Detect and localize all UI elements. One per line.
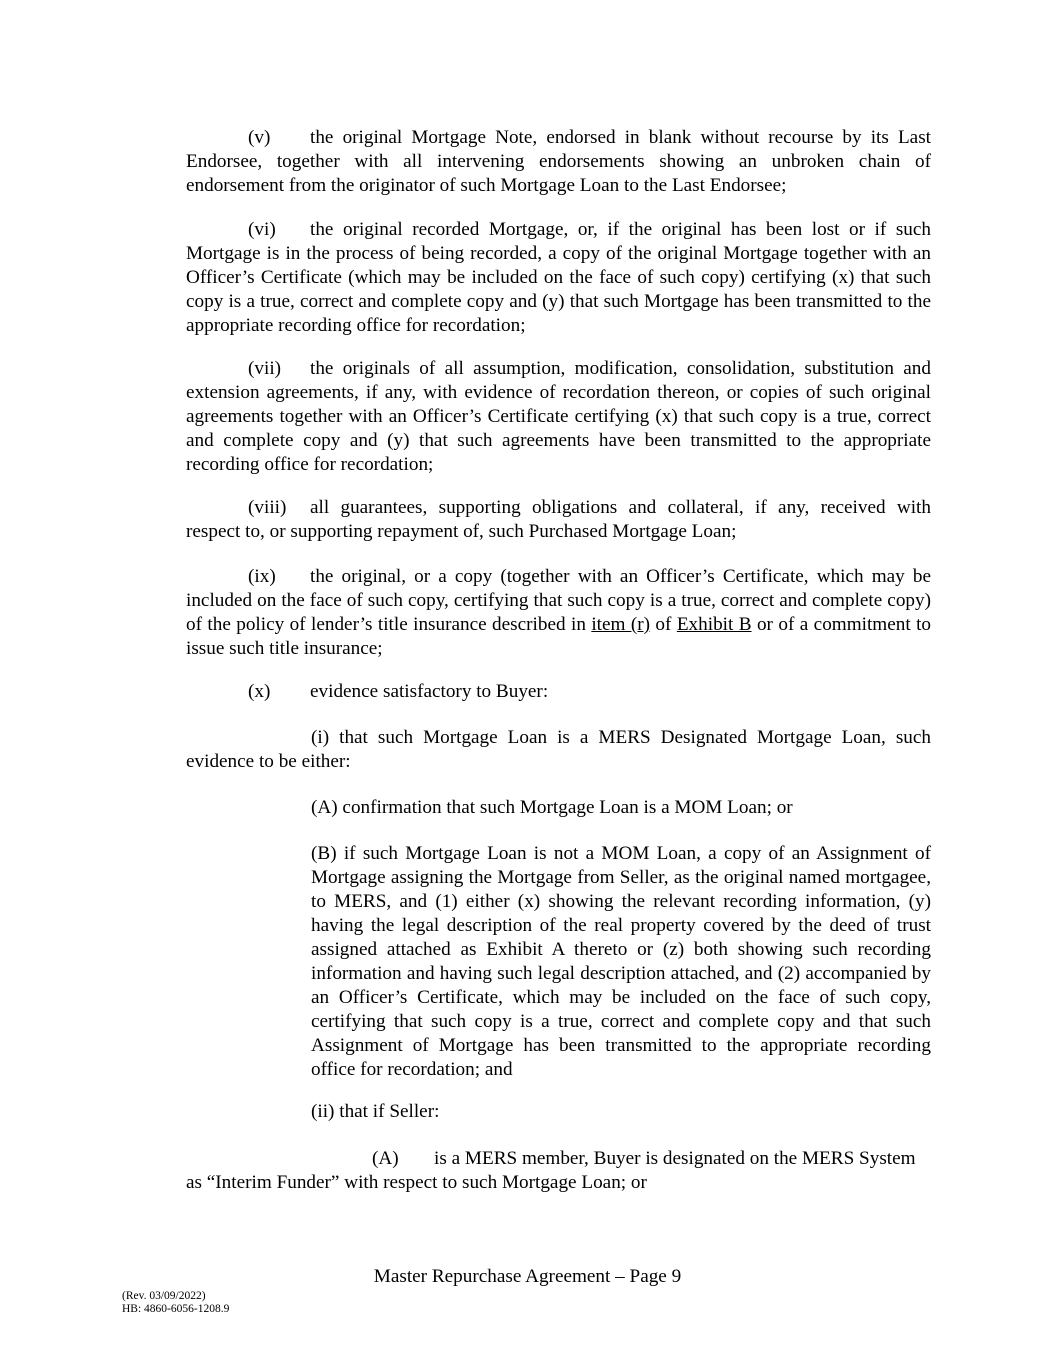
paragraph-text: the original, or a copy (together with an Officer’s Certificate, which may be included on the face of such copy, certifying that such copy is a true, correct and complete copy) of the policy of lender’s title insurance described in [186,566,931,635]
paragraph-text: (A) confirmation that such Mortgage Loan is a MOM Loan; or [311,797,793,818]
paragraph-x-i-b [311,842,931,1082]
revision-date: (Rev. 03/09/2022) [122,1290,206,1302]
paragraph-label: (vi) [248,219,276,240]
paragraph-label: (viii) [248,497,287,518]
paragraph-text: (i) that such Mortgage Loan is a MERS Designated Mortgage Loan, such evidence to be either: [186,727,931,772]
paragraph-text: of [650,614,677,635]
paragraph-label: (v) [248,127,271,148]
paragraph-vii [186,357,931,477]
document-id: HB: 4860-6056-1208.9 [122,1303,230,1315]
paragraph-text: all guarantees, supporting obligations and collateral, if any, received with respect to, or supporting repayment of, such Purchased Mortgage Loan; [186,497,931,542]
exhibit-b-reference: Exhibit B [676,614,752,635]
item-r-reference: item (r) [591,614,651,635]
paragraph-text: the originals of all assumption, modification, consolidation, substitution and extension agreements, if any, with evidence of recordation thereon, or copies of such original agreements together with an Officer’s Certificate certifying (x) that such copy is a true, correct and complete copy and (y) that such agreements have been transmitted to the appropriate recording office for recordation; [186,358,931,475]
paragraph-label: (A) [372,1148,399,1169]
paragraph-text: (B) if such Mortgage Loan is not a MOM Loan, a copy of an Assignment of Mortgage assigning the Mortgage from Seller, as the original named mortgagee, to MERS, and (1) either (x) showing the relevant recording information, (y) having the legal description of the real property covered by the deed of trust assigned attached as Exhibit A thereto or (z) both showing such recording information and having such legal description attached, and (2) accompanied by an Officer’s Certificate, which may be included on the face of such copy, certifying that such copy is a true, correct and complete copy and that such Assignment of Mortgage has been transmitted to the appropriate recording office for recordation; and [311,843,931,1080]
paragraph-text: evidence satisfactory to Buyer: [310,681,549,702]
document-revision-info [122,1290,229,1316]
paragraph-text: the original Mortgage Note, endorsed in blank without recourse by its Last Endorsee, together with all intervening endorsements showing an unbroken chain of endorsement from the originator of such Mortgage Loan to the Last Endorsee; [186,127,931,196]
paragraph-x-ii [311,1100,931,1124]
paragraph-x-ii-a [186,1147,931,1195]
paragraph-vi [186,218,931,338]
paragraph-label: (x) [248,681,271,702]
paragraph-v [186,126,931,198]
paragraph-text: the original recorded Mortgage, or, if the original has been lost or if such Mortgage is in the process of being recorded, a copy of the original Mortgage together with an Officer’s Certificate (which may be included on the face of such copy) certifying (x) that such copy is a true, correct and complete copy and (y) that such Mortgage has been transmitted to the appropriate recording office for recordation; [186,219,931,336]
page-footer-title: Master Repurchase Agreement – Page 9 [373,1266,682,1287]
paragraph-text: (ii) that if Seller: [311,1101,440,1122]
paragraph-label: (vii) [248,358,282,379]
paragraph-viii [186,496,931,544]
paragraph-x-i [186,726,931,774]
paragraph-ix [186,565,931,661]
paragraph-label: (ix) [248,566,276,587]
paragraph-text: is a MERS member, Buyer is designated on the MERS System as “Interim Funder” with respect to such Mortgage Loan; or [186,1148,916,1193]
paragraph-x [186,680,931,704]
paragraph-text: or of a commitment to issue such title insurance; [186,614,931,659]
paragraph-x-i-a [311,796,931,820]
